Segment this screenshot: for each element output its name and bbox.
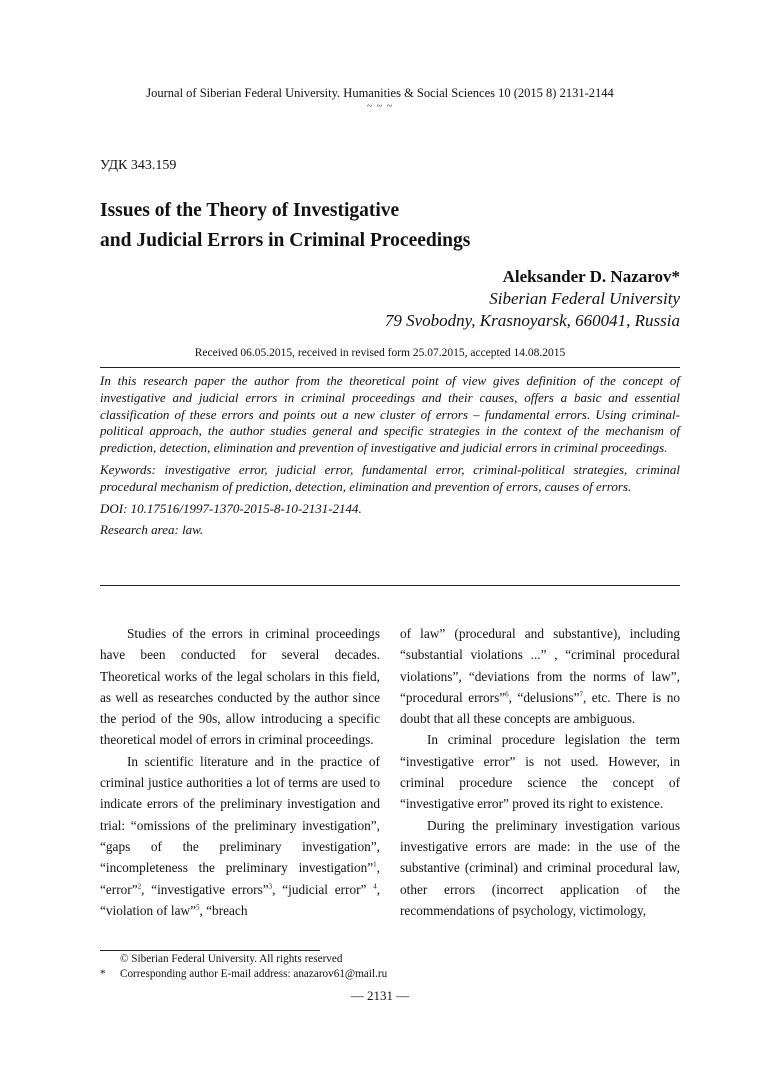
paragraph: In criminal procedure legislation the term “investigative error” is not used. However, in criminal procedure science the concept of “investigative error” proved its right to existence. xyxy=(400,732,680,812)
author-name: Aleksander D. Nazarov* xyxy=(502,267,680,286)
author-block xyxy=(385,266,680,332)
footnote-ref: 4 xyxy=(373,882,377,891)
paragraph: Studies of the errors in criminal proceedings have been conducted for several decades. Theoretical works of the legal scholars in this field, as well as researches conducted by the author since the period of the 90s, allow introducing a specific theoretical model of errors in criminal proceedings. xyxy=(100,626,380,748)
doi: DOI: 10.17516/1997-1370-2015-8-10-2131-2144. xyxy=(100,500,362,516)
footnote-ref: 1 xyxy=(373,860,377,869)
footnote-rule xyxy=(100,950,320,951)
abstract-text: In this research paper the author from the theoretical point of view gives definition of the concept of investigative and judicial errors in criminal proceedings and their causes, offers a basic and essential classification of these errors and points out a new cluster of errors – fundamental errors. Using criminal-political approach, the author studies general and specific strategies in the context of the mechanism of prediction, detection, elimination and prevention of investigative and judicial errors in criminal proceedings. xyxy=(100,373,680,456)
footnote-ref: 2 xyxy=(137,882,142,891)
header-ornament: ~ ~ ~ xyxy=(366,101,394,112)
abstract xyxy=(100,373,680,544)
keywords: Keywords: investigative error, judicial error, fundamental error, criminal-political strategies, criminal procedural mechanism of prediction, detection, elimination and prevention of errors, causes of errors. xyxy=(100,461,680,494)
author-address: 79 Svobodny, Krasnoyarsk, 660041, Russia xyxy=(384,311,680,330)
abstract-bottom-rule xyxy=(100,585,680,586)
research-area: Research area: law. xyxy=(100,522,204,538)
paragraph: In scientific literature and in the practice of criminal justice authorities a lot of terms are used to indicate errors of the preliminary investigation and trial: “omissions of the preliminary investigation”, “gaps of the preliminary investigation”, “incompleteness the preliminary investigation”$^1$, “error”$^2$, “investigative errors”$^3$, “judicial error” $^4$, “violation of law”$^5$, “breach xyxy=(100,753,381,918)
footnote-ref: 7 xyxy=(579,690,583,699)
footnote-ref: 3 xyxy=(268,882,273,891)
footnotes xyxy=(100,952,680,982)
journal-header: Journal of Siberian Federal University. Humanities & Social Sciences 10 (2015 8) 2131-2144 xyxy=(146,86,614,100)
footnote-copyright: © Siberian Federal University. All rights reserved xyxy=(120,953,343,965)
body-column-left xyxy=(100,623,380,921)
abstract-top-rule xyxy=(100,367,680,368)
footnote-ref: 5 xyxy=(196,903,200,912)
received-dates: Received 06.05.2015, received in revised form 25.07.2015, accepted 14.08.2015 xyxy=(194,347,566,359)
footnote-corresponding: * Corresponding author E-mail address: anazarov61@mail.ru xyxy=(100,968,388,980)
body-column-right xyxy=(400,623,680,921)
page-number: — 2131 — xyxy=(350,988,410,1003)
article-title xyxy=(100,196,470,256)
footnote-ref: 6 xyxy=(505,690,509,699)
paragraph: During the preliminary investigation various investigative errors are made: in the use of the substantive (criminal) and criminal procedural law, other errors (incorrect application of the recommendations of psychology, victimology, xyxy=(400,817,680,918)
udk-code: УДК 343.159 xyxy=(100,158,177,173)
title-line-1: Issues of the Theory of Investigative xyxy=(100,200,400,221)
title-line-2: and Judicial Errors in Criminal Proceedings xyxy=(100,230,471,251)
paragraph-continued: of law” (procedural and substantive), including “substantial violations ...” , “criminal procedural violations”, “deviations from the norms of law”, “procedural errors”$^6$, “delusions”$^7$, etc. There is no doubt that all these concepts are ambiguous. xyxy=(400,626,680,727)
author-affiliation: Siberian Federal University xyxy=(489,289,680,308)
